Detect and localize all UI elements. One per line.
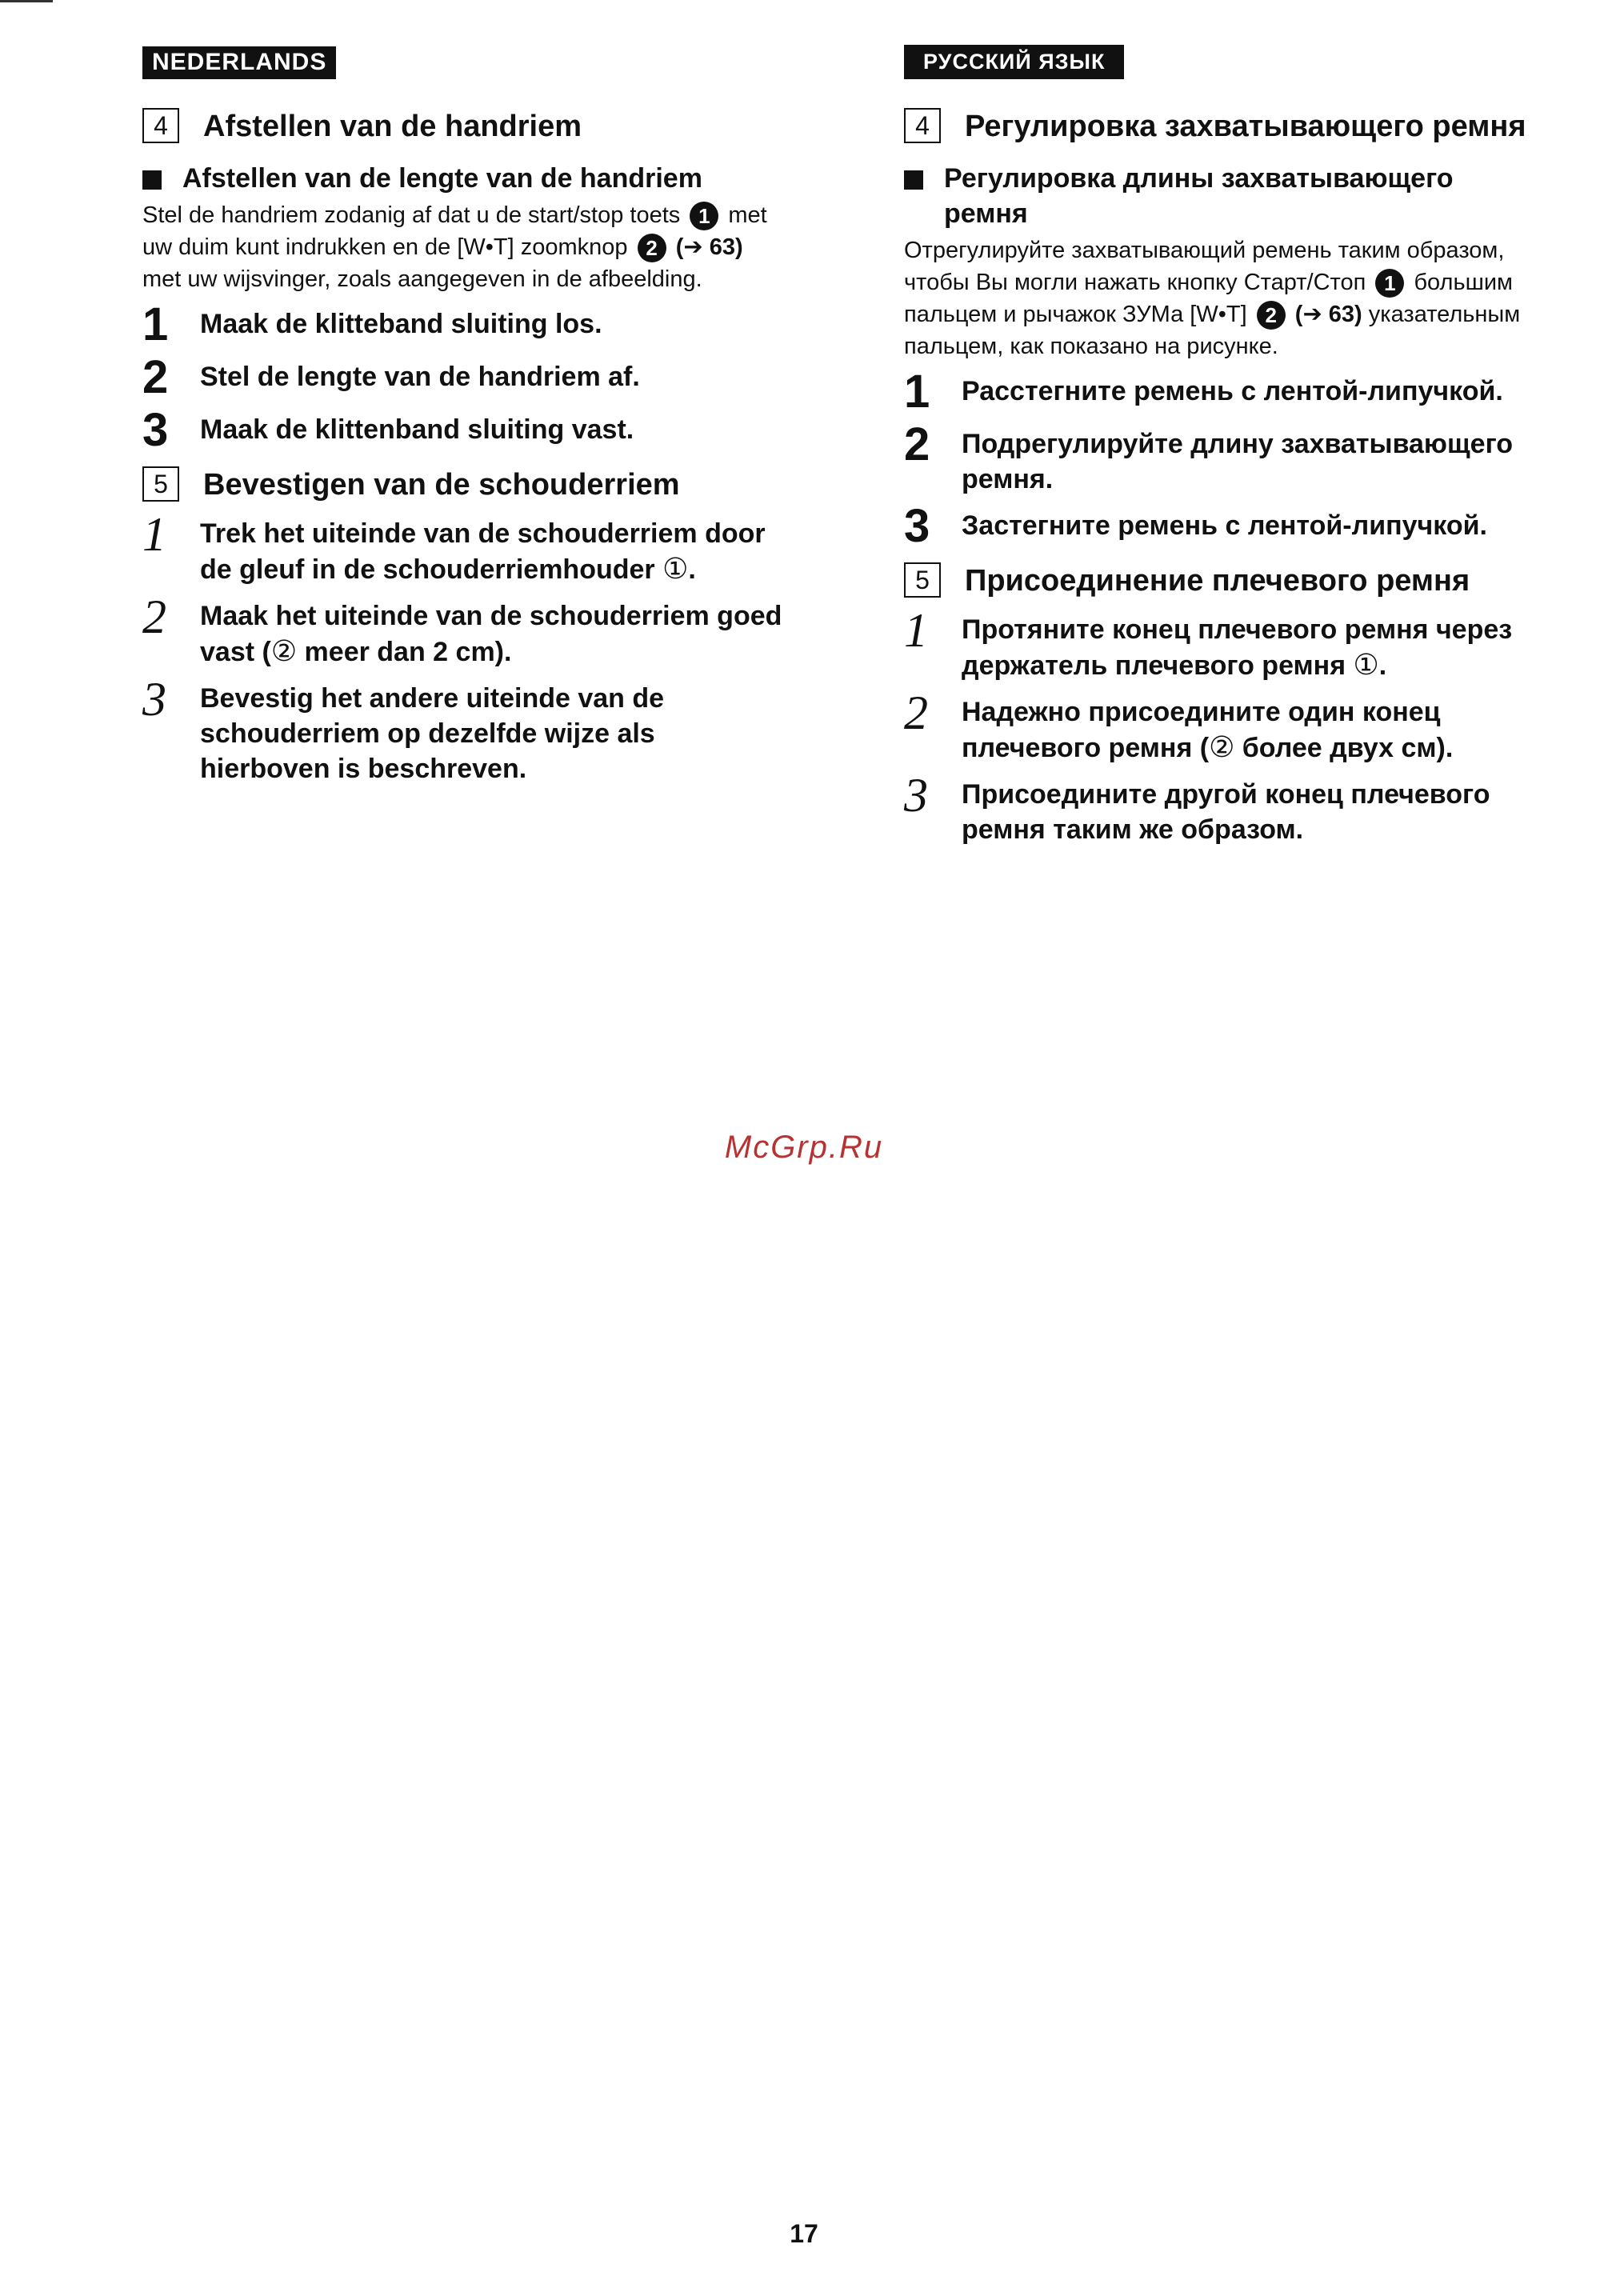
section-title: Afstellen van de handriem <box>203 110 582 143</box>
subsection-heading <box>142 161 782 196</box>
callout-2-icon: 2 <box>1257 301 1286 330</box>
step-number: 1 <box>904 604 928 657</box>
instruction-paragraph <box>904 234 1544 362</box>
callout-2-icon: 2 <box>638 234 666 262</box>
scan-corner-mark <box>0 0 53 2</box>
paragraph-text: met uw duim kunt indrukken en de [W•T] zoomknop <box>142 202 767 260</box>
step-text: Протяните конец плечевого ремня через держатель плечевого ремня ①. <box>962 614 1513 681</box>
step-text: Maak de klitteband sluiting los. <box>200 309 602 339</box>
step-item <box>142 298 782 350</box>
step-item <box>904 366 1544 418</box>
paragraph-text: большим пальцем и рычажок ЗУМа [W•T] <box>904 270 1513 327</box>
step-item <box>142 404 782 456</box>
step-number: 3 <box>904 769 928 822</box>
section-title: Bevestigen van de schouderriem <box>203 468 680 502</box>
callout-1-icon: 1 <box>1375 269 1404 298</box>
subsection-title: Регулировка длины захватывающего ремня <box>944 163 1454 229</box>
step-text: Maak het uiteinde van de schouderriem goed vast (② meer dan 2 cm). <box>200 601 782 667</box>
square-bullet-icon <box>142 170 162 190</box>
page-reference: (➔ 63) <box>675 234 743 260</box>
paragraph-text: указательным пальцем, как показано на рисунке. <box>904 302 1521 359</box>
step-text: Maak de klittenband sluiting vast. <box>200 414 634 445</box>
section-5-heading <box>904 561 1544 601</box>
page-reference: (➔ 63) <box>1294 302 1362 327</box>
language-tag-russian: РУССКИЙ ЯЗЫК <box>904 45 1124 79</box>
section-title: Присоединение плечевого ремня <box>965 564 1470 598</box>
step-text: Подрегулируйте длину захватывающего ремня. <box>962 429 1514 494</box>
step-item <box>142 508 782 587</box>
paragraph-text: Отрегулируйте захватывающий ремень таким образом, чтобы Вы могли нажать кнопку Старт/Стоп <box>904 238 1505 295</box>
paragraph-text: Stel de handriem zodanig af dat u de start/stop toets <box>142 202 681 228</box>
section-4-heading <box>142 106 782 146</box>
step-text: Надежно присоедините один конец плечевого ремня (② более двух см). <box>962 697 1454 763</box>
step-item <box>904 604 1544 683</box>
page-number: 17 <box>790 2219 818 2248</box>
callout-1-icon: 1 <box>690 202 718 230</box>
watermark-text: McGrp.Ru <box>724 1130 884 1165</box>
step-item <box>904 686 1544 766</box>
section-number-box: 4 <box>142 108 179 143</box>
step-item <box>142 590 782 670</box>
language-tag-dutch: NEDERLANDS <box>142 46 336 79</box>
step-text: Застегните ремень с лентой-липучкой. <box>962 510 1487 541</box>
step-number: 2 <box>904 418 930 470</box>
step-item <box>142 351 782 403</box>
step-number: 2 <box>142 590 166 643</box>
subsection-title: Afstellen van de lengte van de handriem <box>182 163 702 194</box>
step-item <box>904 769 1544 847</box>
step-number: 2 <box>142 351 169 403</box>
step-number: 1 <box>142 298 169 350</box>
section-5-heading <box>142 465 782 505</box>
step-text: Присоедините другой конец плечевого ремня таким же образом. <box>962 779 1490 845</box>
column-dutch <box>142 46 782 786</box>
step-number: 2 <box>904 686 928 739</box>
step-number: 3 <box>142 673 166 726</box>
square-bullet-icon <box>904 170 923 190</box>
step-item <box>904 500 1544 552</box>
step-number: 1 <box>142 508 166 561</box>
subsection-heading <box>904 161 1544 231</box>
section-4-heading <box>904 106 1544 146</box>
instruction-paragraph <box>142 199 782 295</box>
section-number-box: 4 <box>904 108 941 143</box>
step-number: 1 <box>904 366 930 418</box>
step-item <box>904 418 1544 497</box>
step-text: Stel de lengte van de handriem af. <box>200 362 640 392</box>
section-number-box: 5 <box>142 466 179 502</box>
step-text: Trek het uiteinde van de schouderriem door de gleuf in de schouderriemhouder ①. <box>200 518 766 585</box>
step-number: 3 <box>904 500 930 552</box>
paragraph-text: met uw wijsvinger, zoals aangegeven in de afbeelding. <box>142 266 702 292</box>
step-number: 3 <box>142 404 169 456</box>
step-item <box>142 673 782 786</box>
section-title: Регулировка захватывающего ремня <box>965 110 1526 143</box>
section-number-box: 5 <box>904 562 941 598</box>
step-text: Расстегните ремень с лентой-липучкой. <box>962 376 1503 406</box>
step-text: Bevestig het andere uiteinde van de schouderriem op dezelfde wijze als hierboven is beschreven. <box>200 683 665 784</box>
column-russian <box>904 46 1544 847</box>
